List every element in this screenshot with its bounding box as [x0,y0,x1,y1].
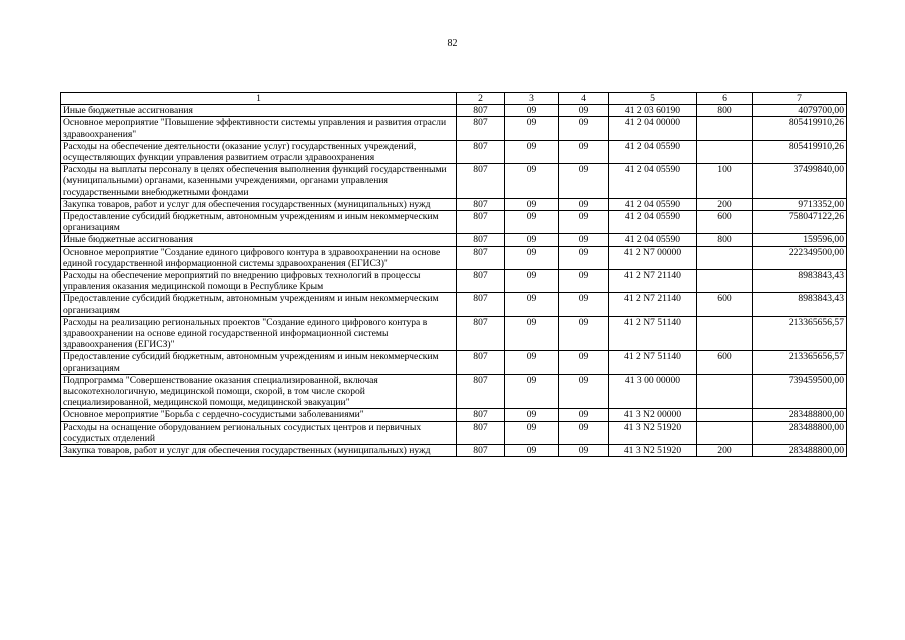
row-amount-cell: 805419910,26 [753,140,847,163]
row-expense-type-cell [697,374,753,409]
column-header: 4 [559,93,609,105]
row-section-cell: 09 [505,117,559,140]
table-row [61,316,847,351]
row-subsection-cell: 09 [559,198,609,210]
row-subsection-cell: 09 [559,445,609,457]
row-amount-cell: 37499840,00 [753,164,847,199]
row-amount-cell: 283488800,00 [753,421,847,444]
row-name-cell: Подпрограмма "Совершенствование оказания специализированной, включая высокотехнологичную, медицинской помощи, скорой, в том числе скорой специализированной, медицинской помощи, медицинской эвакуации" [61,374,457,409]
row-subsection-cell: 09 [559,409,609,421]
row-name-cell: Предоставление субсидий бюджетным, автономным учреждениям и иным некоммерческим организациям [61,351,457,374]
row-section-cell: 09 [505,351,559,374]
table-header-row [61,93,847,105]
row-subsection-cell: 09 [559,211,609,234]
row-subsection-cell: 09 [559,316,609,351]
table-row [61,198,847,210]
row-expense-type-cell [697,421,753,444]
row-amount-cell: 739459500,00 [753,374,847,409]
row-target-article-cell: 41 3 00 00000 [609,374,697,409]
row-name-cell: Расходы на обеспечение мероприятий по внедрению цифровых технологий в процессы управления оказания медицинской помощи в Республике Крым [61,270,457,293]
row-target-article-cell: 41 2 N7 51140 [609,316,697,351]
row-section-cell: 09 [505,164,559,199]
table-row [61,140,847,163]
row-amount-cell: 213365656,57 [753,316,847,351]
row-amount-cell: 159596,00 [753,234,847,246]
row-subsection-cell: 09 [559,105,609,117]
row-amount-cell: 8983843,43 [753,293,847,316]
row-target-article-cell: 41 2 04 05590 [609,140,697,163]
row-section-cell: 09 [505,198,559,210]
table-row [61,351,847,374]
table-row [61,234,847,246]
row-target-article-cell: 41 3 N2 51920 [609,421,697,444]
column-header: 2 [457,93,505,105]
row-name-cell: Расходы на обеспечение деятельности (оказание услуг) государственных учреждений, осуществляющих функции управления развитием отрасли здравоохранения [61,140,457,163]
row-ministry-code-cell: 807 [457,246,505,269]
row-name-cell: Основное мероприятие "Создание единого цифрового контура в здравоохранении на основе единой государственной информационной системы здравоохранения (ЕГИСЗ)" [61,246,457,269]
budget-table [60,92,847,457]
row-expense-type-cell [697,117,753,140]
row-subsection-cell: 09 [559,270,609,293]
row-target-article-cell: 41 2 04 05590 [609,198,697,210]
row-expense-type-cell: 800 [697,105,753,117]
row-amount-cell: 9713352,00 [753,198,847,210]
column-header: 3 [505,93,559,105]
row-section-cell: 09 [505,421,559,444]
table-row [61,117,847,140]
row-expense-type-cell: 600 [697,293,753,316]
row-name-cell: Расходы на выплаты персоналу в целях обеспечения выполнения функций государственными (муниципальными) органами, казенными учреждениями, органами управления государственными внебюджетными фондами [61,164,457,199]
row-subsection-cell: 09 [559,374,609,409]
row-target-article-cell: 41 2 N7 21140 [609,293,697,316]
row-section-cell: 09 [505,445,559,457]
row-name-cell: Предоставление субсидий бюджетным, автономным учреждениям и иным некоммерческим организациям [61,211,457,234]
row-target-article-cell: 41 3 N2 51920 [609,445,697,457]
table-row [61,421,847,444]
row-name-cell: Закупка товаров, работ и услуг для обеспечения государственных (муниципальных) нужд [61,445,457,457]
row-expense-type-cell: 800 [697,234,753,246]
row-ministry-code-cell: 807 [457,164,505,199]
row-section-cell: 09 [505,246,559,269]
row-amount-cell: 8983843,43 [753,270,847,293]
row-amount-cell: 4079700,00 [753,105,847,117]
row-section-cell: 09 [505,211,559,234]
row-section-cell: 09 [505,316,559,351]
row-amount-cell: 283488800,00 [753,409,847,421]
row-expense-type-cell [697,409,753,421]
row-name-cell: Предоставление субсидий бюджетным, автономным учреждениям и иным некоммерческим организациям [61,293,457,316]
row-target-article-cell: 41 2 04 05590 [609,234,697,246]
row-target-article-cell: 41 2 04 05590 [609,164,697,199]
row-ministry-code-cell: 807 [457,140,505,163]
row-target-article-cell: 41 2 04 05590 [609,211,697,234]
page-number: 82 [447,38,458,49]
table-row [61,293,847,316]
table-row [61,211,847,234]
row-target-article-cell: 41 3 N2 00000 [609,409,697,421]
row-section-cell: 09 [505,105,559,117]
row-ministry-code-cell: 807 [457,105,505,117]
row-name-cell: Основное мероприятие "Борьба с сердечно-сосудистыми заболеваниями" [61,409,457,421]
row-ministry-code-cell: 807 [457,211,505,234]
row-amount-cell: 222349500,00 [753,246,847,269]
row-subsection-cell: 09 [559,164,609,199]
table-row [61,246,847,269]
row-section-cell: 09 [505,374,559,409]
row-name-cell: Закупка товаров, работ и услуг для обеспечения государственных (муниципальных) нужд [61,198,457,210]
row-expense-type-cell: 600 [697,211,753,234]
row-expense-type-cell [697,246,753,269]
row-target-article-cell: 41 2 04 00000 [609,117,697,140]
row-expense-type-cell: 100 [697,164,753,199]
row-subsection-cell: 09 [559,140,609,163]
row-section-cell: 09 [505,409,559,421]
row-section-cell: 09 [505,140,559,163]
row-ministry-code-cell: 807 [457,117,505,140]
row-name-cell: Иные бюджетные ассигнования [61,105,457,117]
row-ministry-code-cell: 807 [457,293,505,316]
row-subsection-cell: 09 [559,421,609,444]
row-amount-cell: 283488800,00 [753,445,847,457]
row-target-article-cell: 41 2 03 60190 [609,105,697,117]
row-subsection-cell: 09 [559,117,609,140]
row-ministry-code-cell: 807 [457,270,505,293]
row-amount-cell: 758047122,26 [753,211,847,234]
column-header: 7 [753,93,847,105]
row-expense-type-cell [697,270,753,293]
row-expense-type-cell [697,316,753,351]
row-section-cell: 09 [505,234,559,246]
table-row [61,374,847,409]
row-ministry-code-cell: 807 [457,316,505,351]
row-ministry-code-cell: 807 [457,351,505,374]
row-ministry-code-cell: 807 [457,198,505,210]
row-amount-cell: 213365656,57 [753,351,847,374]
row-ministry-code-cell: 807 [457,421,505,444]
row-ministry-code-cell: 807 [457,409,505,421]
table-row [61,105,847,117]
row-name-cell: Основное мероприятие "Повышение эффективности системы управления и развития отрасли здравоохранения" [61,117,457,140]
row-subsection-cell: 09 [559,351,609,374]
table-row [61,445,847,457]
table-row [61,270,847,293]
row-subsection-cell: 09 [559,293,609,316]
row-name-cell: Расходы на реализацию региональных проектов "Создание единого цифрового контура в здравоохранении на основе единой государственной информационной системы здравоохранения (ЕГИСЗ)" [61,316,457,351]
row-expense-type-cell: 200 [697,198,753,210]
row-section-cell: 09 [505,293,559,316]
row-expense-type-cell: 600 [697,351,753,374]
row-ministry-code-cell: 807 [457,374,505,409]
row-target-article-cell: 41 2 N7 51140 [609,351,697,374]
column-header: 1 [61,93,457,105]
column-header: 6 [697,93,753,105]
row-section-cell: 09 [505,270,559,293]
column-header: 5 [609,93,697,105]
row-target-article-cell: 41 2 N7 00000 [609,246,697,269]
table-row [61,409,847,421]
row-amount-cell: 805419910,26 [753,117,847,140]
table-row [61,164,847,199]
row-name-cell: Иные бюджетные ассигнования [61,234,457,246]
row-ministry-code-cell: 807 [457,445,505,457]
row-subsection-cell: 09 [559,246,609,269]
row-name-cell: Расходы на оснащение оборудованием региональных сосудистых центров и первичных сосудистых отделений [61,421,457,444]
row-target-article-cell: 41 2 N7 21140 [609,270,697,293]
row-expense-type-cell [697,140,753,163]
row-ministry-code-cell: 807 [457,234,505,246]
row-expense-type-cell: 200 [697,445,753,457]
row-subsection-cell: 09 [559,234,609,246]
